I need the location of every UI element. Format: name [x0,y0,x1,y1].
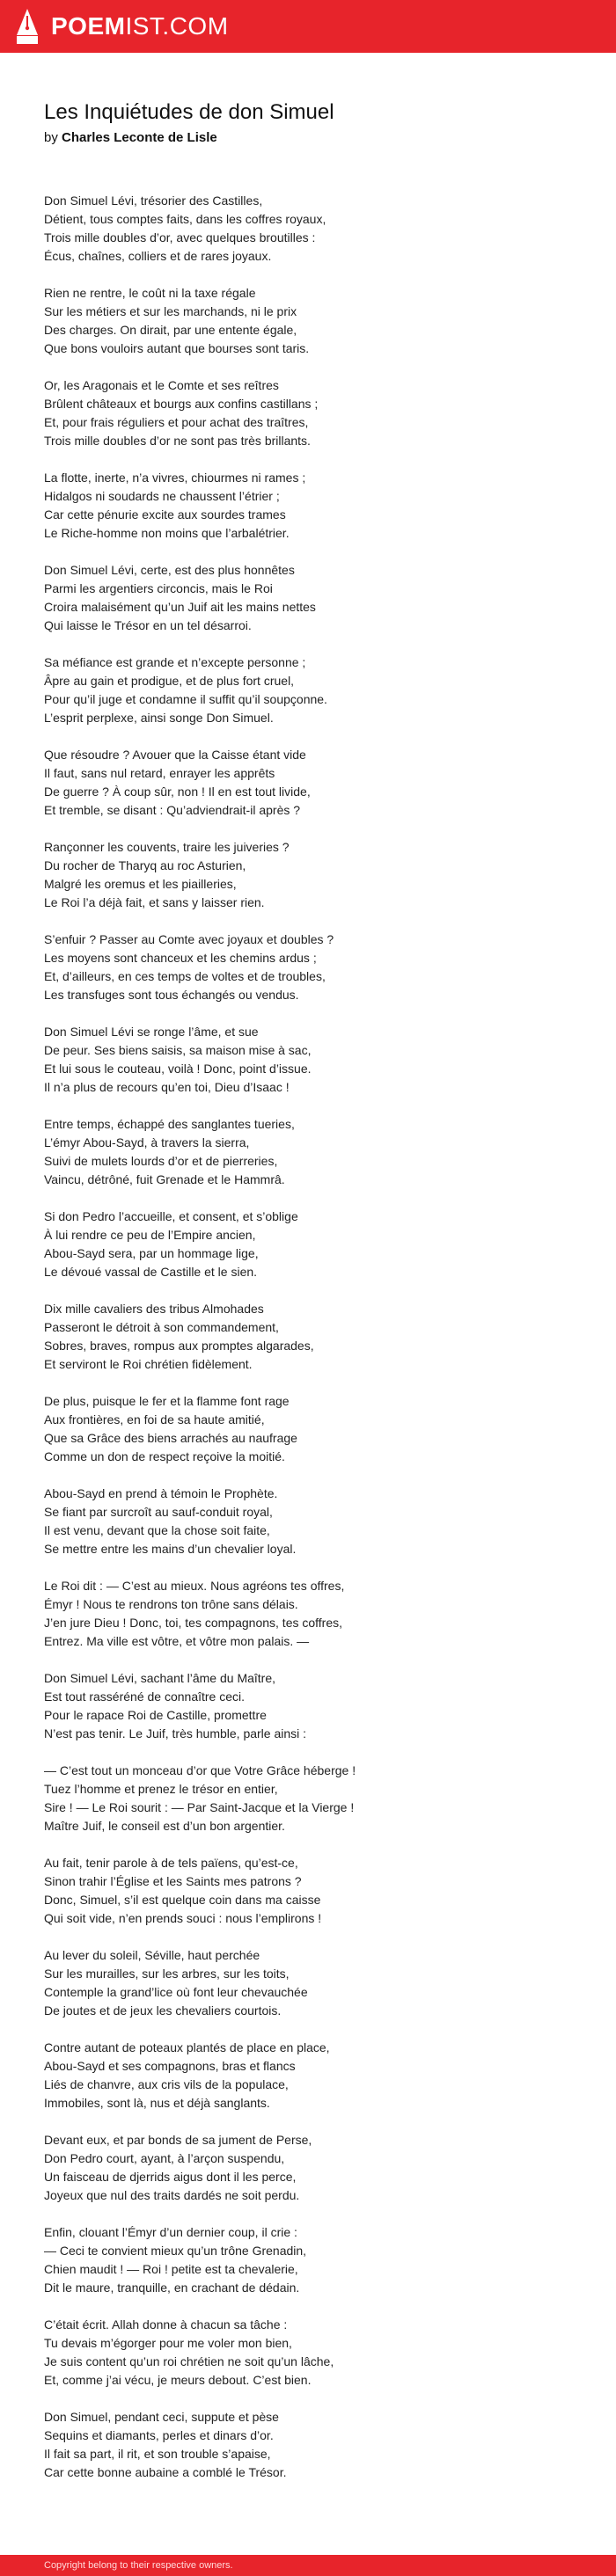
poem-line: J’en jure Dieu ! Donc, toi, tes compagnons, tes coffres, [44,1616,343,1630]
poem-line: Des charges. On dirait, par une entente égale, [44,323,297,337]
poem-line: Brûlent châteaux et bourgs aux confins castillans ; [44,397,319,411]
poem-line: Et, pour frais réguliers et pour achat des traîtres, [44,415,309,429]
poem-line: Il n’a plus de recours qu’en toi, Dieu d’Isaac ! [44,1080,290,1094]
poem-line: Est tout rasséréné de connaître ceci. [44,1689,246,1704]
poem-stanza [44,1577,572,1651]
poem-line: Entrez. Ma ville est vôtre, et vôtre mon palais. — [44,1634,310,1648]
poem-stanza [44,1485,572,1558]
poem-body [44,192,572,2500]
poem-line: Que sa Grâce des biens arrachés au naufrage [44,1431,297,1445]
poem-line: Il est venu, devant que la chose soit faite, [44,1523,270,1537]
poem-line: Le Roi dit : — C’est au mieux. Nous agréons tes offres, [44,1579,345,1593]
poem-line: Du rocher de Tharyq au roc Asturien, [44,858,246,872]
poem-line: De guerre ? À coup sûr, non ! Il en est tout livide, [44,784,311,799]
poem-line: — C’est tout un monceau d’or que Votre Grâce héberge ! [44,1763,356,1777]
poem-stanza [44,746,572,820]
poem-stanza [44,1208,572,1281]
poem-line: Sur les métiers et sur les marchands, ni le prix [44,304,297,318]
poem-line: À lui rendre ce peu de l’Empire ancien, [44,1228,256,1242]
poem-line: Hidalgos ni soudards ne chaussent l’étrier ; [44,489,280,503]
poem-byline [44,128,572,148]
poem-line: Que bons vouloirs autant que bourses sont taris. [44,341,310,355]
poem-line: Il faut, sans nul retard, enrayer les apprêts [44,766,275,780]
poem-stanza [44,1946,572,2020]
poem-stanza [44,2408,572,2482]
pen-nib-icon[interactable] [16,9,39,44]
poem-line: Rien ne rentre, le coût ni la taxe régale [44,286,256,300]
poem-line: Émyr ! Nous te rendrons ton trône sans délais. [44,1597,298,1611]
poem-line: Se fiant par surcroît au sauf-conduit royal, [44,1505,273,1519]
poem-line: Sur les murailles, sur les arbres, sur les toits, [44,1967,290,1981]
poem-line: L’esprit perplexe, ainsi songe Don Simuel. [44,711,274,725]
poem-line: Car cette bonne aubaine a comblé le Trésor. [44,2465,287,2479]
poem-line: Je suis content qu’un roi chrétien ne soit qu’un lâche, [44,2354,334,2368]
poem-line: Car cette pénurie excite aux sourdes trames [44,507,286,522]
poem-stanza [44,561,572,635]
poem-line: Contemple la grand’lice où font leur chevauchée [44,1985,308,1999]
poem-line: Et tremble, se disant : Qu’adviendrait-il après ? [44,803,301,817]
poem-line: Le Roi l’a déjà fait, et sans y laisser rien. [44,895,265,909]
poem-stanza [44,469,572,543]
poem-line: Au lever du soleil, Séville, haut perchée [44,1948,260,1962]
poem-line: Tu devais m’égorger pour me voler mon bien, [44,2336,292,2350]
poem-stanza [44,1669,572,1743]
poem-line: Se mettre entre les mains d’un chevalier loyal. [44,1542,297,1556]
poem-stanza [44,1392,572,1466]
poem-line: De joutes et de jeux les chevaliers courtois. [44,2003,282,2018]
poem-line: Au fait, tenir parole à de tels païens, qu’est-ce, [44,1856,298,1870]
poem-line: Un faisceau de djerrids aigus dont il les perce, [44,2170,297,2184]
poem-line: Et lui sous le couteau, voilà ! Donc, point d’issue. [44,1062,312,1076]
poem-stanza [44,1854,572,1928]
poem-stanza [44,1115,572,1189]
poem-line: Détient, tous comptes faits, dans les coffres royaux, [44,212,326,226]
poem-line: Les transfuges sont tous échangés ou vendus. [44,988,299,1002]
poem-line: Entre temps, échappé des sanglantes tueries, [44,1117,295,1131]
poem-stanza [44,376,572,450]
poem-line: S’enfuir ? Passer au Comte avec joyaux et doubles ? [44,932,334,946]
copyright-text: Copyright belong to their respective owners. [44,2560,233,2571]
poem-line: Malgré les oremus et les piailleries, [44,877,237,891]
poem-author[interactable]: Charles Leconte de Lisle [62,130,217,145]
poem-stanza [44,284,572,358]
poem-stanza [44,1300,572,1374]
poem-line: Pour qu’il juge et condamne il suffit qu’il soupçonne. [44,692,327,706]
poem-line: Que résoudre ? Avouer que la Caisse étant vide [44,748,306,762]
poem-line: Don Simuel Lévi se ronge l’âme, et sue [44,1025,259,1039]
poem-line: Abou-Sayd en prend à témoin le Prophète. [44,1486,278,1500]
poem-line: Joyeux que nul des traits dardés ne soit perdu. [44,2188,300,2202]
poem-stanza [44,192,572,266]
site-footer [0,2555,616,2576]
poem-line: Donc, Simuel, s’il est quelque coin dans ma caisse [44,1893,321,1907]
poem-line: Tuez l’homme et prenez le trésor en entier, [44,1782,278,1796]
poem-line: Liés de chanvre, aux cris vils de la populace, [44,2077,289,2091]
poem-line: Sinon trahir l’Église et les Saints mes patrons ? [44,1874,302,1888]
byline-prefix: by [44,130,62,145]
poem-line: Parmi les argentiers circoncis, mais le Roi [44,581,273,595]
poem-line: Sobres, braves, rompus aux promptes algarades, [44,1339,314,1353]
poem-line: Enfin, clouant l’Émyr d’un dernier coup, il crie : [44,2225,297,2239]
poem-line: Âpre au gain et prodigue, et de plus fort cruel, [44,674,295,688]
poem-line: Vaincu, détrôné, fuit Grenade et le Hammrâ. [44,1172,285,1186]
poem-stanza [44,653,572,727]
poem-line: Écus, chaînes, colliers et de rares joyaux. [44,249,272,263]
poem-line: Le dévoué vassal de Castille et le sien. [44,1265,258,1279]
poem-line: Contre autant de poteaux plantés de place en place, [44,2040,330,2054]
poem-title: Les Inquiétudes de don Simuel [44,100,334,124]
poem-line: Sa méfiance est grande et n’excepte personne ; [44,655,306,669]
poem-line: — Ceci te convient mieux qu’un trône Grenadin, [44,2244,307,2258]
poem-line: Aux frontières, en foi de sa haute amitié, [44,1412,265,1427]
poem-line: Chien maudit ! — Roi ! petite est ta chevalerie, [44,2262,298,2276]
poem-line: Qui laisse le Trésor en un tel désarroi. [44,618,252,632]
poem-line: Il fait sa part, il rit, et son trouble s’apaise, [44,2447,271,2461]
poem-line: Dit le maure, tranquille, en crachant de dédain. [44,2280,300,2295]
logo-light-text: IST.COM [125,12,229,40]
poem-line: L’émyr Abou-Sayd, à travers la sierra, [44,1135,250,1149]
poem-line: Comme un don de respect reçoive la moitié. [44,1449,285,1463]
poem-line: Rançonner les couvents, traire les juiveries ? [44,840,290,854]
poem-stanza [44,930,572,1004]
poem-line: Et serviront le Roi chrétien fidèlement. [44,1357,253,1371]
poem-line: Passeront le détroit à son commandement, [44,1320,279,1334]
poem-line: N’est pas tenir. Le Juif, très humble, parle ainsi : [44,1726,307,1740]
site-header [0,0,616,53]
poem-line: Et, d’ailleurs, en ces temps de voltes et de troubles, [44,969,326,983]
poem-line: Et, comme j’ai vécu, je meurs debout. C’est bien. [44,2373,312,2387]
poem-line: Croira malaisément qu’un Juif ait les mains nettes [44,600,316,614]
poem-line: Abou-Sayd sera, par un hommage lige, [44,1246,259,1260]
poem-line: Pour le rapace Roi de Castille, promettre [44,1708,267,1722]
poem-line: Sire ! — Le Roi sourit : — Par Saint-Jacque et la Vierge ! [44,1800,355,1814]
poem-line: Or, les Aragonais et le Comte et ses reîtres [44,378,279,392]
poem-line: Trois mille doubles d’or, avec quelques broutilles : [44,230,316,244]
poem-line: Don Simuel Lévi, trésorier des Castilles, [44,193,263,208]
poem-line: Le Riche-homme non moins que l’arbalétrier. [44,526,290,540]
logo-bold-text: POEM [51,12,126,40]
poem-stanza [44,2039,572,2113]
poem-line: Suivi de mulets lourds d’or et de pierreries, [44,1154,278,1168]
poem-heading [44,99,572,148]
poem-line: La flotte, inerte, n’a vivres, chiourmes ni rames ; [44,471,306,485]
poem-line: C’était écrit. Allah donne à chacun sa tâche : [44,2317,288,2332]
poem-line: Dix mille cavaliers des tribus Almohades [44,1302,264,1316]
poem-stanza [44,2223,572,2297]
poem-line: Si don Pedro l’accueille, et consent, et s’oblige [44,1209,298,1223]
poem-line: De peur. Ses biens saisis, sa maison mise à sac, [44,1043,312,1057]
poem-line: Don Simuel, pendant ceci, suppute et pèse [44,2410,279,2424]
poem-line: Don Simuel Lévi, sachant l’âme du Maître, [44,1671,276,1685]
poem-line: Trois mille doubles d’or ne sont pas très brillants. [44,434,311,448]
poem-stanza [44,2131,572,2205]
poem-stanza [44,2316,572,2390]
poem-line: Maître Juif, le conseil est d’un bon argentier. [44,1819,285,1833]
poem-line: Sequins et diamants, perles et dinars d’or. [44,2428,274,2442]
poem-stanza [44,1023,572,1097]
poem-line: Abou-Sayd et ses compagnons, bras et flancs [44,2059,296,2073]
poem-stanza [44,1762,572,1835]
poem-line: Don Pedro court, ayant, à l’arçon suspendu, [44,2151,285,2165]
poem-line: Don Simuel Lévi, certe, est des plus honnêtes [44,563,295,577]
poem-line: Qui soit vide, n’en prends souci : nous l’emplirons ! [44,1911,322,1925]
poem-line: Les moyens sont chanceux et les chemins ardus ; [44,951,317,965]
poem-stanza [44,838,572,912]
poem-line: De plus, puisque le fer et la flamme font rage [44,1394,290,1408]
poem-line: Immobiles, sont là, nus et déjà sanglants. [44,2096,270,2110]
site-logo[interactable] [51,12,229,40]
poem-line: Devant eux, et par bonds de sa jument de Perse, [44,2133,312,2147]
